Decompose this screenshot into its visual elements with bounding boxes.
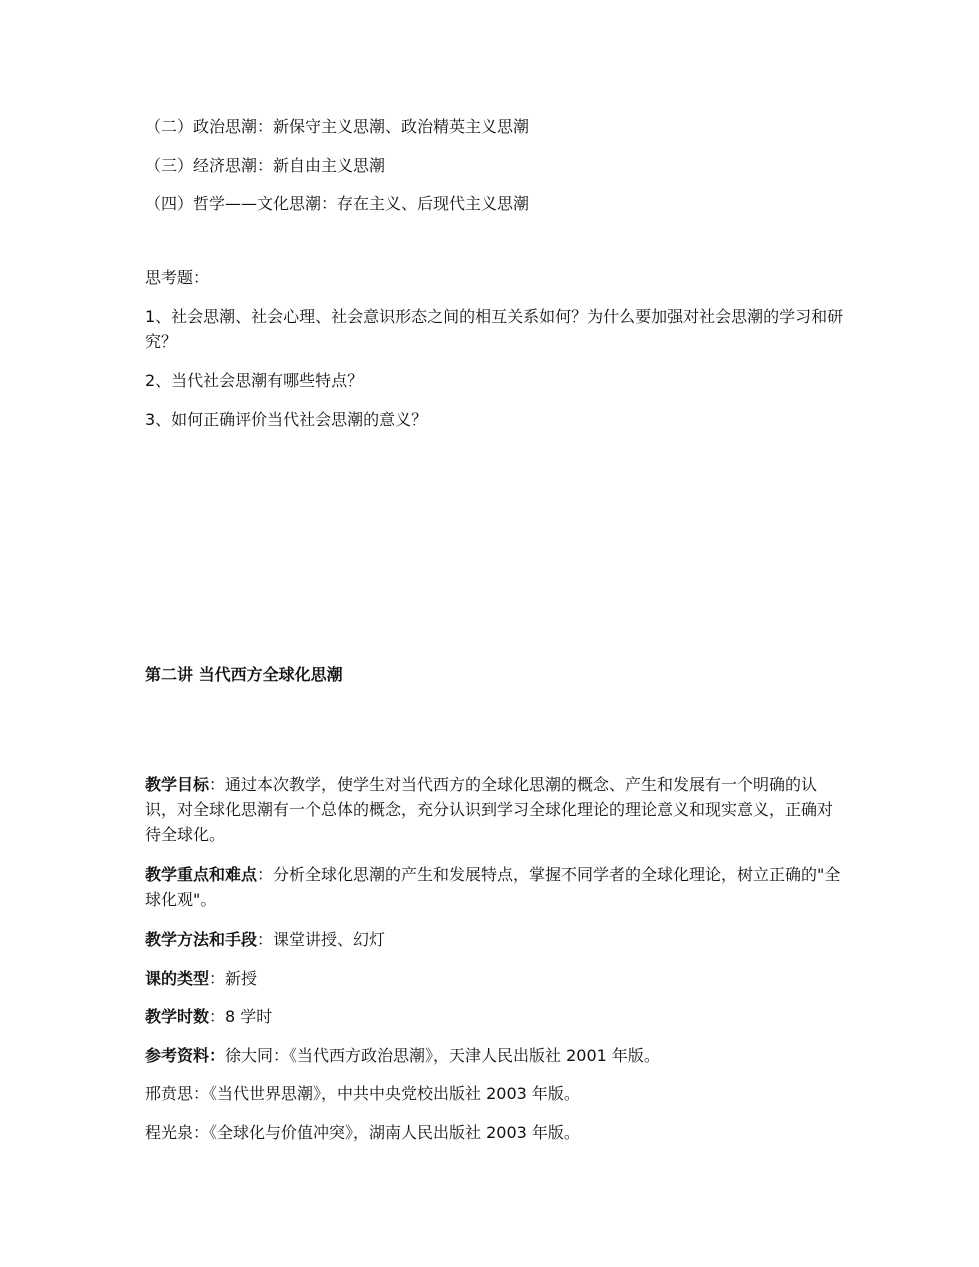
field-label: 课的类型 [145, 969, 210, 988]
question-item: 1、社会思潮、社会心理、社会意识形态之间的相互关系如何？为什么要加强对社会思潮的学习和研究？ [145, 307, 844, 351]
field-label: 教学时数 [145, 1007, 210, 1026]
trend-item-philosophy: （四）哲学——文化思潮：存在主义、后现代主义思潮 [145, 194, 530, 213]
field-value: ：分析全球化思潮的产生和发展特点，掌握不同学者的全球化理论，树立正确的"全球化观"。 [145, 865, 841, 909]
question-item: 3、如何正确评价当代社会思潮的意义？ [145, 410, 428, 429]
field-value: 徐大同：《当代西方政治思潮》，天津人民出版社 2001 年版。 [225, 1046, 660, 1065]
field-label: 参考资料： [145, 1046, 226, 1065]
trend-item-economic: （三）经济思潮：新自由主义思潮 [145, 156, 386, 175]
trend-item-political: （二）政治思潮：新保守主义思潮、政治精英主义思潮 [145, 117, 530, 136]
field-value: ：8 学时 [209, 1007, 273, 1026]
teaching-methods [145, 927, 845, 952]
field-value: ：通过本次教学，使学生对当代西方的全球化思潮的概念、产生和发展有一个明确的认识，对全球化思潮有一个总体的概念，充分认识到学习全球化理论的理论意义和现实意义，正确对待全球化。 [145, 775, 834, 844]
lecture-title: 第二讲 当代西方全球化思潮 [145, 665, 343, 684]
question-item: 2、当代社会思潮有哪些特点？ [145, 371, 364, 390]
key-points [145, 862, 845, 912]
field-label: 教学方法和手段 [145, 930, 258, 949]
reference-item: 邢贲思：《当代世界思潮》，中共中央党校出版社 2003 年版。 [145, 1084, 580, 1103]
reference-item: 程光泉：《全球化与价值冲突》，湖南人民出版社 2003 年版。 [145, 1123, 580, 1142]
teaching-hours [145, 1004, 845, 1029]
field-label: 教学目标 [145, 775, 210, 794]
field-value: ：课堂讲授、幻灯 [257, 930, 386, 949]
questions-title: 思考题： [145, 268, 210, 287]
reference-materials [145, 1043, 845, 1068]
field-value: ：新授 [209, 969, 258, 988]
lesson-type [145, 966, 845, 991]
field-label: 教学重点和难点 [145, 865, 258, 884]
teaching-objective [145, 772, 845, 847]
